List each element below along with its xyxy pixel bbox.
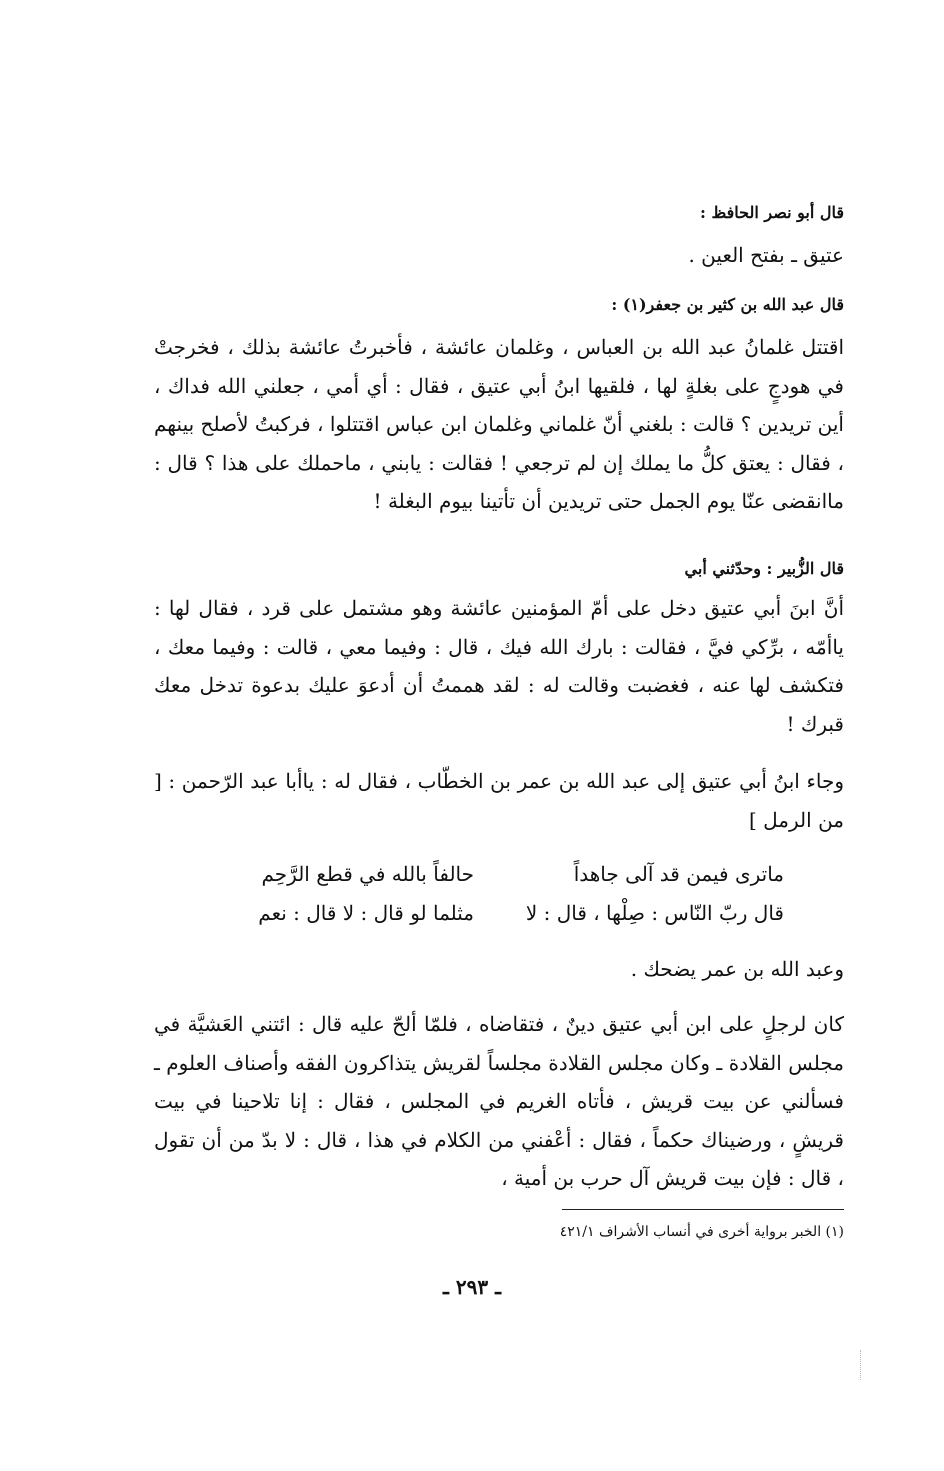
verse-hemistich: قال ربّ النّاس : صِلْها ، قال : لا xyxy=(525,901,784,925)
section-heading: قال أبو نصر الحافظ : xyxy=(699,203,844,222)
paragraph: وعبد الله بن عمر يضحك . xyxy=(630,957,844,981)
scan-edge-mark xyxy=(860,1350,861,1380)
paragraph: عتيق ـ بفتح العين . xyxy=(688,243,844,267)
page-number: ـ ٢٩٣ ـ xyxy=(443,1275,501,1299)
verse-hemistich: ماترى فيمن قد آلى جاهداً xyxy=(573,862,784,886)
section-heading: قال عبد الله بن كثير بن جعفر(١) : xyxy=(611,295,844,314)
footnote-divider xyxy=(562,1209,844,1210)
section-heading: قال الزُّبير : وحدّثني أبي xyxy=(684,559,844,578)
paragraph: وجاء ابنُ أبي عتيق إلى عبد الله بن عمر بن الخطّاب ، فقال له : ياأبا عبد الرّحمن : [ من الرمل ] xyxy=(154,769,844,832)
paragraph: كان لرجلٍ على ابن أبي عتيق دينٌ ، فتقاضاه ، فلمّا ألحّ عليه قال : ائتني العَشيَّة في مجلس القلادة ـ وكان مجلس القلادة مجلساً لقريش يتذاكرون الفقه وأصناف العلوم ـ فسألني عن بيت قريش ، فأتاه الغريم في المجلس ، فقال : إنا تلاحينا في بيت قريشٍ ، ورضيناك حكماً ، فقال : أعْفني من الكلام في هذا ، قال : لا بدّ من أن تقول ، قال : فإن بيت قريش آل حرب بن أمية ، xyxy=(154,1012,844,1190)
paragraph: أنَّ ابنَ أبي عتيق دخل على أمّ المؤمنين عائشة وهو مشتمل على قرد ، فقال لها : ياأمّه ، برِّكي فيَّ ، فقالت : بارك الله فيك ، قال : وفيما معي ، قالت : وفيما معك ، فتكشف لها عنه ، فغضبت وقالت له : لقد هممتُ أن أدعوَ عليك بدعوة تدخل معك قبرك ! xyxy=(154,596,844,736)
verse-hemistich: مثلما لو قال : لا قال : نعم xyxy=(258,901,474,925)
paragraph: اقتتل غلمانُ عبد الله بن العباس ، وغلمان عائشة ، فأخبرتُ عائشة بذلك ، فخرجتْ في هودجٍ على بغلةٍ لها ، فلقيها ابنُ أبي عتيق ، فقال : أي أمي ، جعلني الله فداك ، أين تريدين ؟ قالت : بلغني أنّ غلماني وغلمان ابن عباس اقتتلوا ، فركبتُ لأصلح بينهم ، فقال : يعتق كلُّ ما يملك إن لم ترجعي ! فقالت : يابني ، ماحملك على هذا ؟ قال : ماانقضى عنّا يوم الجمل حتى تريدين أن تأتينا بيوم البغلة ! xyxy=(154,335,844,513)
footnote: (١) الخبر برواية أخرى في أنساب الأشراف ٤٢١/١ xyxy=(559,1224,844,1240)
verse-hemistich: حالفاً بالله في قطع الرَّحِم xyxy=(261,862,474,886)
